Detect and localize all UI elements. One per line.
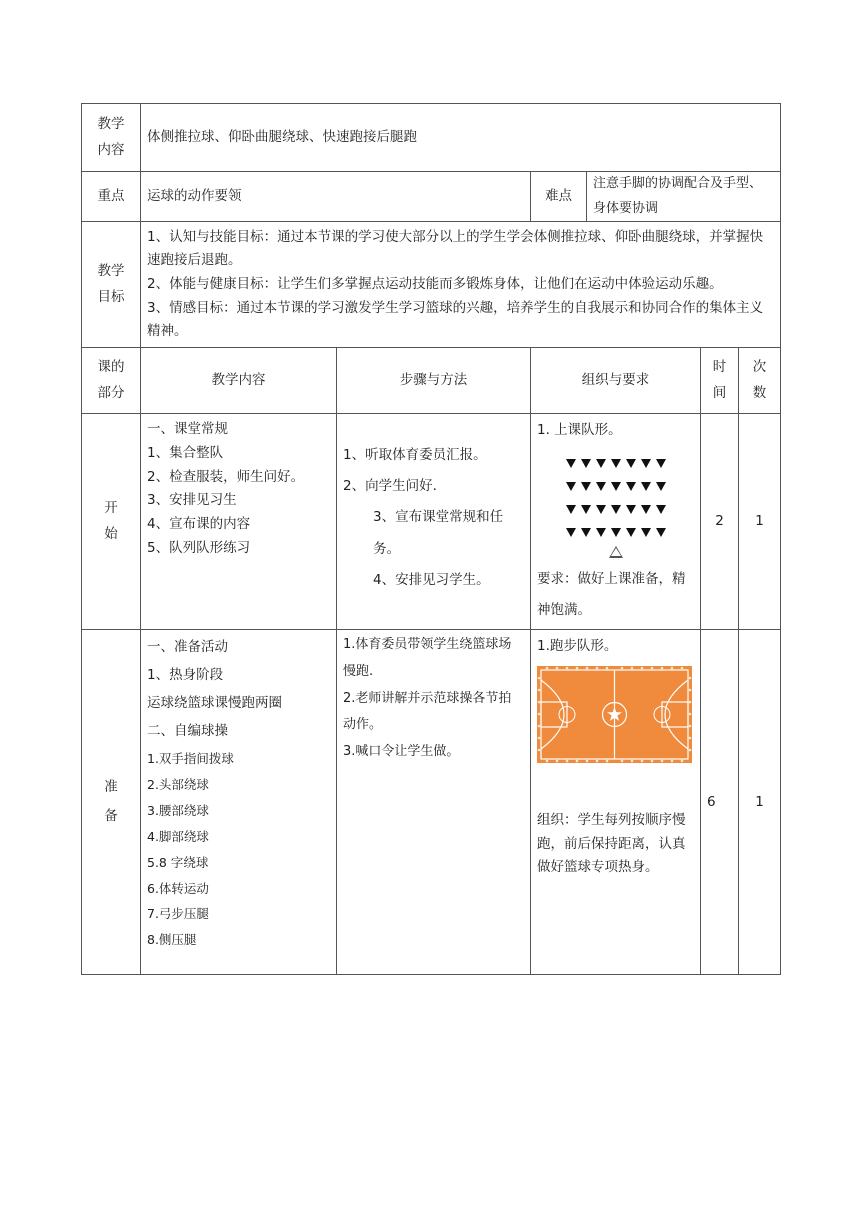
- list-item: 3、安排见习生: [147, 492, 237, 509]
- column-steps: 步骤与方法: [337, 348, 531, 414]
- column-part: 课的 部分: [82, 348, 141, 414]
- class-formation-diagram: [566, 452, 666, 558]
- step-item: 2、向学生问好.: [343, 478, 437, 495]
- section-time-start: 2: [701, 414, 739, 630]
- objective-item-2: 2、体能与健康目标：让学生们多掌握点运动技能而多锻炼身体，让他们在运动中体验运动乐趣。: [147, 276, 723, 293]
- column-count: 次 数: [739, 348, 781, 414]
- key-row: [82, 172, 781, 222]
- list-item: 7.弓步压腿: [147, 906, 209, 922]
- list-item: 1、集合整队: [147, 445, 224, 461]
- list-item: 1、热身阶段: [147, 667, 224, 684]
- section-row-start: [82, 414, 781, 630]
- step-item: 3.喊口令让学生做。: [343, 743, 460, 759]
- section-org-start: [531, 414, 701, 630]
- step-item: 1、听取体育委员汇报。: [343, 447, 487, 464]
- section-org-prep: [531, 630, 701, 975]
- section-count-prep: 1: [739, 630, 781, 975]
- list-item: 6.体转运动: [147, 880, 209, 896]
- section-content-prep: [141, 630, 337, 975]
- objectives-label-cell: 教学 目标: [82, 222, 141, 348]
- org-requirement: 要求：做好上课准备，精神饱满。: [537, 571, 686, 619]
- list-item: 5.8 字绕球: [147, 854, 209, 870]
- section-part-prep: 准 备: [82, 630, 141, 975]
- step-item: 1.体育委员带领学生绕篮球场慢跑.: [343, 637, 512, 680]
- column-time: 时 间: [701, 348, 739, 414]
- basketball-court-diagram: [537, 666, 692, 763]
- section-content-start: [141, 414, 337, 630]
- student-triangle-icon: [566, 459, 576, 468]
- section-row-prep: [82, 630, 781, 975]
- objectives-row: [82, 222, 781, 348]
- org-title: 1.跑步队形。: [537, 638, 618, 655]
- list-item: 4、宣布课的内容: [147, 515, 251, 532]
- list-item: 一、准备活动: [147, 639, 228, 656]
- section-part-start: 开 始: [82, 414, 141, 630]
- content-value: 体侧推拉球、仰卧曲腿绕球、快速跑接后腿跑: [141, 104, 781, 172]
- column-org: 组织与要求: [531, 348, 701, 414]
- list-item: 1.双手指间拨球: [147, 751, 234, 767]
- list-item: 2、检查服装，师生问好。: [147, 468, 305, 485]
- list-item: 一、课堂常规: [147, 421, 228, 438]
- lesson-plan-table: [81, 103, 781, 975]
- objective-item-3: 3、情感目标：通过本节课的学习激发学生学习篮球的兴趣，培养学生的自我展示和协同合作的集体主义精神。: [147, 299, 764, 340]
- step-item: 2.老师讲解并示范球操各节拍动作。: [343, 690, 512, 733]
- list-item: 二、自编球操: [147, 723, 228, 740]
- list-item: 3.腰部绕球: [147, 802, 209, 818]
- difficulty-label: 难点: [531, 172, 587, 222]
- key-label: 重点: [82, 172, 141, 222]
- section-count-start: 1: [739, 414, 781, 630]
- section-steps-start: [337, 414, 531, 630]
- org-title: 1. 上课队形。: [537, 422, 622, 439]
- step-item: 4、安排见习学生。: [373, 571, 490, 588]
- list-item: 2.头部绕球: [147, 777, 209, 792]
- key-value: 运球的动作要领: [141, 172, 531, 222]
- list-item: 4.脚部绕球: [147, 828, 209, 844]
- list-item: 5、队列队形练习: [147, 539, 251, 556]
- content-label-cell: 教学 内容: [82, 104, 141, 172]
- list-item: 8.侧压腿: [147, 932, 197, 948]
- section-time-prep: 6: [701, 630, 739, 975]
- difficulty-value: 注意手脚的协调配合及手型、身体要协调: [587, 172, 781, 222]
- list-item: 运球绕篮球课慢跑两圈: [147, 695, 282, 712]
- objective-item-1: 1、认知与技能目标：通过本节课的学习使大部分以上的学生学会体侧推拉球、仰卧曲腿绕球，并掌握快速跑接后退跑。: [147, 228, 764, 269]
- content-row: [82, 104, 781, 172]
- org-requirement: 组织：学生每列按顺序慢跑，前后保持距离，认真做好篮球专项热身。: [537, 812, 686, 876]
- objectives-cell: [141, 222, 781, 348]
- teacher-triangle-icon: [609, 546, 623, 558]
- column-content: 教学内容: [141, 348, 337, 414]
- step-item: 3、宣布课堂常规和任务。: [373, 509, 504, 557]
- section-steps-prep: [337, 630, 531, 975]
- columns-header-row: [82, 348, 781, 414]
